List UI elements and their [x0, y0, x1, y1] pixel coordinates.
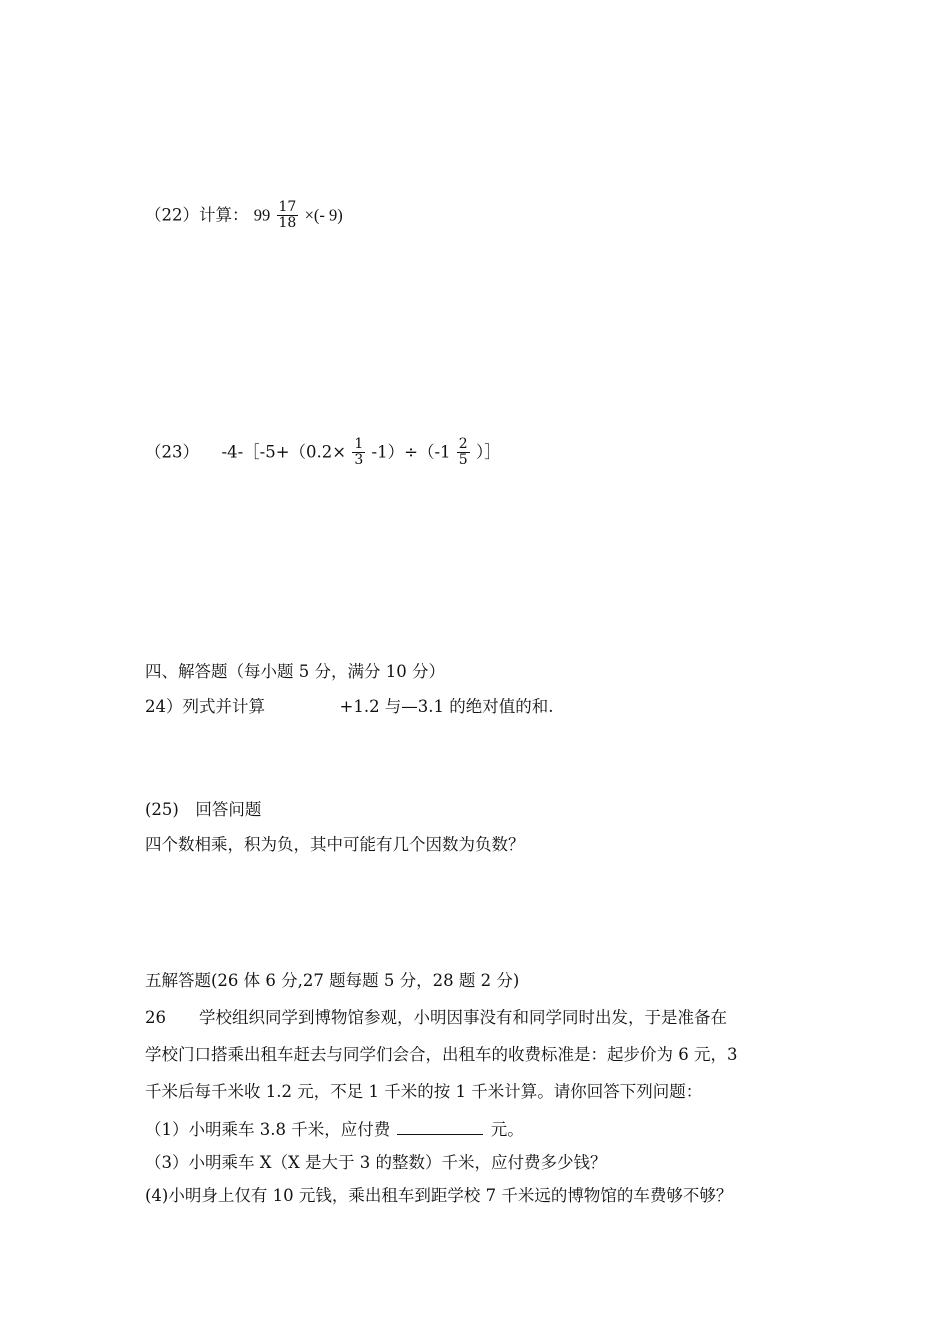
q22-label: （22）计算： — [145, 205, 249, 225]
q24-text: +1.2 与—3.1 的绝对值的和. — [339, 697, 554, 716]
question-24 — [145, 699, 554, 716]
answer-blank[interactable] — [397, 1120, 483, 1135]
q23-fraction-2 — [457, 437, 470, 469]
q22-tail: ×(- 9) — [304, 205, 343, 225]
q26-sub-3: （3）小明乘车 X（X 是大于 3 的整数）千米，应付费多少钱？ — [145, 1153, 607, 1172]
q23-frac1-numerator: 1 — [354, 436, 364, 452]
q26-sub1-prefix: （1）小明乘车 3.8 千米，应付费 — [145, 1120, 391, 1139]
q24-label: 24）列式并计算 — [145, 697, 265, 716]
q23-fraction-1 — [352, 437, 365, 469]
q23-frac2-numerator: 2 — [458, 436, 468, 452]
q23-part1: -4-［-5+（0.2× — [221, 442, 347, 462]
section-5-heading: 五解答题(26 体 6 分,27 题每题 5 分，28 题 2 分) — [145, 971, 520, 990]
q26-line-1: 26 学校组织同学到博物馆参观，小明因事没有和同学同时出发，于是准备在 — [145, 1008, 727, 1027]
q23-frac2-denominator: 5 — [458, 452, 468, 469]
q22-denominator: 18 — [278, 215, 297, 232]
q22-fraction — [277, 200, 299, 232]
q26-sub-4: (4)小明身上仅有 10 元钱，乘出租车到距学校 7 千米远的博物馆的车费够不够？ — [145, 1186, 733, 1205]
section-4-heading: 四、解答题（每小题 5 分，满分 10 分） — [145, 662, 445, 681]
q22-whole-number: 99 — [253, 205, 271, 225]
q26-sub1-suffix: 元。 — [490, 1120, 524, 1139]
question-22 — [145, 200, 343, 232]
q26-line-3: 千米后每千米收 1.2 元，不足 1 千米的按 1 千米计算。请你回答下列问题： — [145, 1082, 703, 1101]
question-23 — [145, 437, 501, 469]
q26-line-2: 学校门口搭乘出租车赶去与同学们会合，出租车的收费标准是：起步价为 6 元，3 — [145, 1045, 738, 1064]
q26-sub-1 — [145, 1120, 524, 1139]
q23-frac1-denominator: 3 — [354, 452, 364, 469]
q23-part3: ）］ — [475, 442, 501, 462]
question-25-text: 四个数相乘，积为负，其中可能有几个因数为负数？ — [145, 835, 525, 854]
question-25-label: (25) 回答问题 — [145, 800, 262, 819]
q22-numerator: 17 — [278, 199, 297, 215]
q23-part2: -1）÷（-1 — [371, 442, 451, 462]
q23-label: （23） — [145, 442, 199, 462]
